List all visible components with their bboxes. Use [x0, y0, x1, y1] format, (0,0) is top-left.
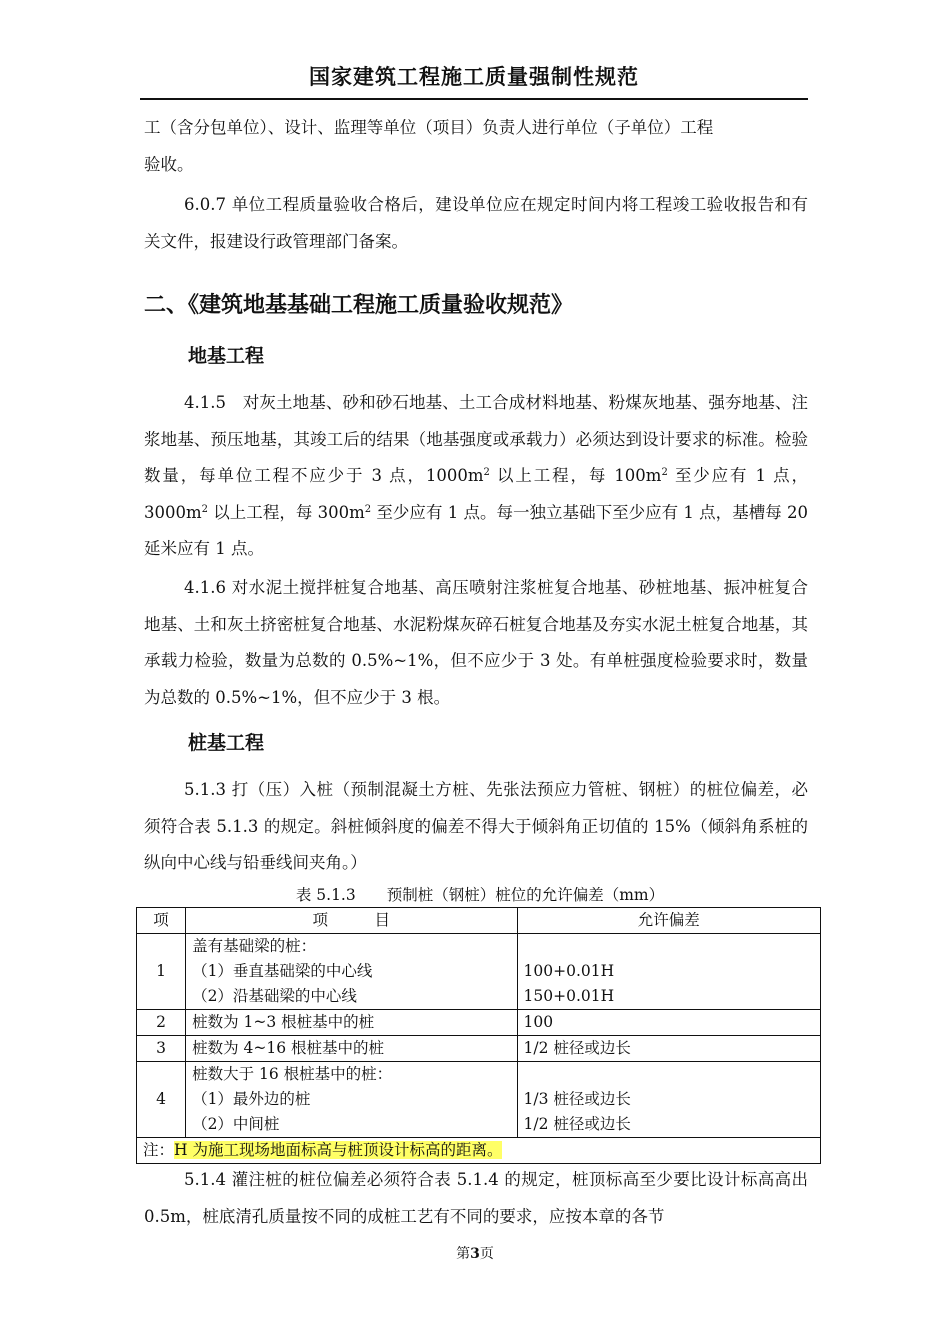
- paragraph-line: 工（含分包单位）、设计、监理等单位（项目）负责人进行单位（子单位）工程: [144, 118, 714, 137]
- paragraph-5-1-3: 5.1.3 打（压）入桩（预制混凝土方桩、先张法预应力管桩、钢桩）的桩位偏差，必须符合表 5.1.3 的规定。斜桩倾斜度的偏差不得大于倾斜角正切值的 15%（倾斜角系桩的纵向中心线与铅垂线间夹角。）: [144, 780, 808, 872]
- paragraph-continuation: [144, 110, 808, 183]
- row-item: [186, 934, 517, 1010]
- tolerance-line: 100+0.01H: [523, 962, 615, 980]
- tolerance-line: [524, 934, 814, 959]
- item-line: 盖有基础梁的桩：: [192, 937, 317, 955]
- item-line: （1）垂直基础梁的中心线: [192, 962, 373, 980]
- paragraph-line: 验收。: [144, 154, 194, 174]
- tolerance-table: [136, 907, 821, 1164]
- header-cell-item: 项 目: [186, 908, 517, 934]
- header-cell-tolerance: 允许偏差: [517, 908, 820, 934]
- tolerance-line: 1/3 桩径或边长: [523, 1090, 631, 1108]
- superscript: 2: [364, 503, 372, 515]
- page-footer: [0, 1244, 950, 1264]
- row-item: 桩数为 4~16 根桩基中的桩: [186, 1036, 517, 1062]
- paragraph-6-0-7: 6.0.7 单位工程质量验收合格后，建设单位应在规定时间内将工程竣工验收报告和有关文件，报建设行政管理部门备案。: [144, 195, 808, 251]
- row-tolerance: [517, 934, 820, 1010]
- superscript: 2: [201, 503, 209, 515]
- row-tolerance: 1/2 桩径或边长: [517, 1036, 820, 1062]
- item-line: （2）沿基础梁的中心线: [192, 987, 357, 1005]
- text-segment: 以上工程，每 300m: [208, 502, 365, 522]
- row-number: 1: [137, 934, 186, 1010]
- table-row: [137, 1062, 821, 1138]
- subsection-heading-pile: 桩基工程: [188, 732, 265, 754]
- item-line: 桩数大于 16 根桩基中的桩：: [192, 1065, 393, 1083]
- row-number: 4: [137, 1062, 186, 1138]
- text-segment: 至少应有 1 点。每一独立基础下至少应有 1 点，基槽每 20 延米应有 1 点。: [144, 502, 808, 558]
- text-segment: 4.1.5 对灰土地基、砂和砂石地基、土工合成材料地基、粉煤灰地基、强夯地基、注浆地基、预压地基，其竣工后的结果（地基强度或承载力）必须达到设计要求的标准。检验数量，每单位工程不应少于 3 点，1000m: [144, 393, 808, 485]
- table-row: [137, 1036, 821, 1062]
- text-segment: 以上工程，每 100m: [489, 466, 662, 485]
- page-header-title: 国家建筑工程施工质量强制性规范: [309, 65, 639, 89]
- row-number: 3: [137, 1036, 186, 1062]
- table-note-row: [137, 1138, 821, 1164]
- table-row: [137, 934, 821, 1010]
- section-heading: 二、《建筑地基基础工程施工质量验收规范》: [144, 292, 574, 318]
- page-prefix: 第: [456, 1246, 471, 1262]
- table-note: [137, 1138, 821, 1164]
- table-row: [137, 1010, 821, 1036]
- paragraph-5-1-4: 5.1.4 灌注桩的桩位偏差必须符合表 5.1.4 的规定，桩顶标高至少要比设计标高高出 0.5m，桩底清孔质量按不同的成桩工艺有不同的要求，应按本章的各节: [144, 1170, 808, 1226]
- note-text-highlighted: H 为施工现场地面标高与桩顶设计标高的距离。: [174, 1141, 503, 1159]
- table-header-row: [137, 908, 821, 934]
- header-cell-no: 项: [137, 908, 186, 934]
- page-suffix: 页: [479, 1246, 494, 1262]
- row-tolerance: [517, 1062, 820, 1138]
- row-number: 2: [137, 1010, 186, 1036]
- header-divider: [140, 98, 808, 100]
- page-number: 3: [470, 1246, 480, 1262]
- note-prefix: 注：: [143, 1141, 175, 1159]
- item-line: （2）中间桩: [192, 1115, 280, 1133]
- tolerance-line: 1/2 桩径或边长: [523, 1115, 631, 1133]
- superscript: 2: [661, 467, 668, 478]
- paragraph-4-1-5: [144, 385, 808, 568]
- text-segment: 至少应有 1 点，3000m: [144, 466, 808, 522]
- row-item: 桩数为 1~3 根桩基中的桩: [186, 1010, 517, 1036]
- row-tolerance: 100: [517, 1010, 820, 1036]
- table-caption: 表 5.1.3 预制桩（钢桩）桩位的允许偏差（mm）: [295, 886, 665, 904]
- item-line: （1）最外边的桩: [192, 1090, 311, 1108]
- tolerance-line: 150+0.01H: [523, 987, 615, 1005]
- row-item: [186, 1062, 517, 1138]
- paragraph-4-1-6: 4.1.6 对水泥土搅拌桩复合地基、高压喷射注浆桩复合地基、砂桩地基、振冲桩复合地基、土和灰土挤密桩复合地基、水泥粉煤灰碎石桩复合地基及夯实水泥土桩复合地基，其承载力检验，数量为总数的 0.5%~1%，但不应少于 3 处。有单桩强度检验要求时，数量为总数的 0.5%~1%，但不应少于 3 根。: [144, 578, 808, 707]
- superscript: 2: [483, 467, 490, 478]
- tolerance-line: [524, 1062, 814, 1087]
- subsection-heading-foundation: 地基工程: [188, 345, 265, 367]
